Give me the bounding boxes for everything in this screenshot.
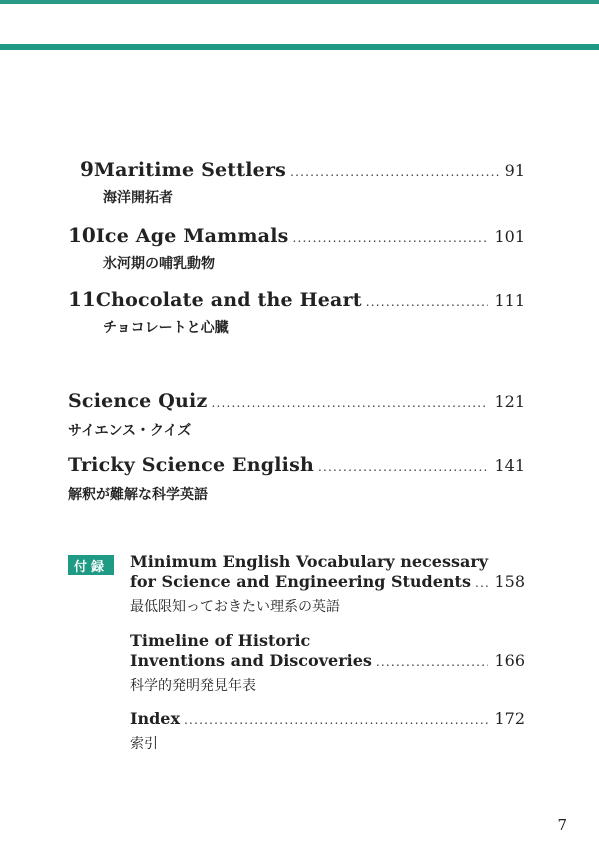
section-subtitle: 解釈が難解な科学英語	[68, 487, 208, 503]
page-ref: 158	[494, 572, 525, 591]
entry-title-line1: Timeline of Historic	[130, 631, 311, 650]
chapter-subtitle: 氷河期の哺乳動物	[103, 256, 215, 272]
chapter-subtitle: 海洋開拓者	[103, 190, 173, 206]
chapter-title: Ice Age Mammals	[95, 225, 289, 247]
entry-title-line2: Inventions and Discoveries	[130, 651, 372, 670]
chapter-number: 11	[68, 287, 96, 311]
page-ref: 111	[494, 291, 525, 310]
chapter-number: 10	[68, 223, 96, 247]
page-ref: 121	[494, 392, 525, 411]
page-ref: 141	[494, 456, 525, 475]
leader-dots	[366, 295, 489, 309]
page-ref: 101	[494, 227, 525, 246]
entry-subtitle: 最低限知っておきたい理系の英語	[130, 599, 340, 615]
page-number: 7	[557, 816, 567, 834]
leader-dots	[376, 655, 489, 669]
appendix-badge: 付録	[68, 555, 114, 575]
entry-title: Index	[130, 709, 181, 728]
leader-dots	[211, 396, 488, 410]
section-subtitle: サイエンス・クイズ	[68, 423, 192, 439]
chapter-title: Chocolate and the Heart	[95, 289, 362, 311]
leader-dots	[318, 460, 488, 474]
entry-title-line2: for Science and Engineering Students	[130, 572, 471, 591]
leader-dots	[475, 576, 489, 590]
top-edge-rule	[0, 0, 599, 4]
header-band	[0, 44, 599, 50]
section-title: Tricky Science English	[68, 454, 314, 476]
page-ref: 91	[504, 161, 525, 180]
section-title: Science Quiz	[68, 390, 208, 412]
leader-dots	[184, 713, 488, 727]
leader-dots	[293, 231, 489, 245]
entry-subtitle: 索引	[130, 736, 158, 752]
leader-dots	[290, 165, 499, 179]
chapter-subtitle: チョコレートと心臓	[103, 320, 229, 336]
page-ref: 166	[494, 651, 525, 670]
chapter-title: Maritime Settlers	[93, 159, 287, 181]
entry-title-line1: Minimum English Vocabulary necessary	[130, 552, 489, 571]
entry-subtitle: 科学的発明発見年表	[130, 678, 256, 694]
page-ref: 172	[494, 709, 525, 728]
chapter-number: 9	[80, 157, 94, 181]
